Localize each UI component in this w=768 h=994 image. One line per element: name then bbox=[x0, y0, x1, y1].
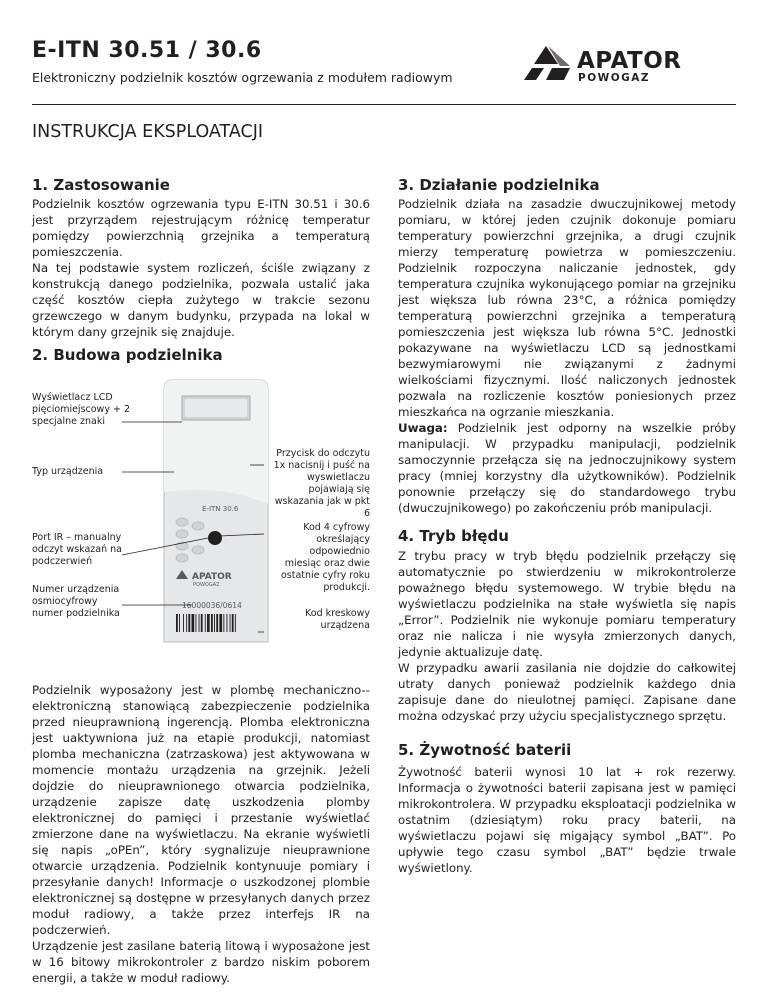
barcode-bar bbox=[201, 614, 203, 632]
label-device-type: Typ urządzenia bbox=[32, 466, 104, 477]
note-paragraph bbox=[398, 420, 736, 516]
barcode-bar bbox=[199, 614, 200, 632]
section-2-paragraph: Urządzenie jest zasilane baterią litową i wyposażone jest w 16 bitowy mikrokontroler z bardzo niskim poborem energii, a także w moduł radiowy. bbox=[32, 939, 370, 985]
section-5-body bbox=[398, 764, 736, 876]
note-text: Podzielnik jest odporny na wszelkie próby manipulacji. W przypadku manipulacji, podzielnik samoczynnie przełącza się na jednoczujnikowy system pracy (mniej korzystny dla użytkowników). Podzielnik ponownie przełączy się do standardowego trybu (dwuczujnikowego) po zakończeniu prób manipulacji. bbox=[398, 421, 736, 515]
device-brand-subtext: POWOGAZ bbox=[193, 582, 220, 588]
document-heading: INSTRUKCJA EKSPLOATACJI bbox=[32, 122, 264, 142]
barcode-bar bbox=[235, 614, 236, 632]
logo-text: APATOR bbox=[577, 48, 682, 74]
note-label: Uwaga: bbox=[398, 421, 448, 435]
section-4-paragraph: W przypadku awarii zasilania nie dojdzie do całkowitej utraty danych ponieważ podzielnik każdego dnia zapisuje dane do nieulotnej pamięci. Zapisane dane można odzyskać przy użyciu specjalistycznego sprzętu. bbox=[398, 661, 736, 723]
label-ir-port: Port IR – manualny odczyt wskazań na podczerwień bbox=[32, 532, 122, 567]
section-1-paragraph: Na tej podstawie system rozliczeń, ściśle związany z konstrukcją danego podzielnika, pozwala ustalić jaka część kosztów ciepła zużytego w trakcie sezonu grzewczego w danym budynku, przypada na lokal w którym dany grzejnik się znajduje. bbox=[32, 261, 370, 339]
barcode-bar bbox=[214, 614, 215, 632]
barcode-bar bbox=[176, 614, 178, 632]
label-read-button: Przycisk do odczytu 1x nacisnij i puść na wyswietlaczu pojawiają się wskazania jak w pkt 6 bbox=[273, 448, 370, 519]
section-3-body bbox=[398, 196, 736, 420]
barcode-bar bbox=[232, 614, 234, 632]
section-3-note bbox=[398, 420, 736, 516]
logo-subtext: POWOGAZ bbox=[578, 72, 650, 84]
section-3-heading: 3. Działanie podzielnika bbox=[398, 176, 600, 194]
barcode-bar bbox=[230, 614, 231, 632]
section-4-paragraph: Z trybu pracy w tryb błędu podzielnik przełączy się automatycznie po stwierdzeniu w mikrokontrolerze poważnego błędu systemowego. W trybie błędu na wyświetlaczu podzielnika na stałe wyświetla się napis „Error”. Podzielnik nie wykonuje pomiaru temperatury oraz nie nalicza i nie wysyła zmierzonych danych, jedynie aktualizuje datę. bbox=[398, 549, 736, 659]
section-1-body bbox=[32, 196, 370, 340]
barcode-bar bbox=[186, 614, 187, 632]
section-1-heading: 1. Zastosowanie bbox=[32, 176, 170, 194]
section-3-paragraph: Podzielnik działa na zasadzie dwuczujnikowej metody pomiaru, w której jeden czujnik dokonuje pomiaru temperatury powierzchni grzejnika, a drugi czujnik mierzy temperaturę powietrza w pomieszczeniu. Podzielnik rozpoczyna naliczanie jednostek, gdy temperatura czujnika wykonującego pomiar na grzejniku jest większa lub równa 23°C, a różnica pomiędzy temperaturą powierzchni grzejnika a temperaturą pomieszczenia jest większa lub równa 5°C. Jednostki pokazywane na wyświetlaczu LCD są jednostkami bezwymiarowymi nie związanymi z żadnymi wielkościami fizycznymi. Ilość naliczonych jednostek pozwala na rozliczenie kosztów poniesionych przez mieszkańca na ogrzanie mieszkania. bbox=[398, 197, 736, 419]
section-5-paragraph: Żywotność baterii wynosi 10 lat + rok rezerwy. Informacja o żywotności baterii zapisana jest w pamięci mikrokontrolera. W przypadku eksploatacji podzielnika w ostatnim (dziesiątym) roku pracy baterii, na wyświetlaczu pojawi się migający symbol „BAT”. Po upływie tego czasu symbol „BAT” będzie trwale wyświetlony. bbox=[398, 765, 736, 875]
label-production-code: Kod 4 cyfrowy określający odpowiednio miesiąc oraz dwie ostatnie cyfry roku produkcji. bbox=[280, 522, 370, 593]
device-brand-text: APATOR bbox=[192, 572, 232, 582]
header-divider bbox=[32, 104, 736, 105]
barcode-bar bbox=[192, 614, 195, 632]
barcode-bar bbox=[179, 614, 180, 632]
device-model-text: E-ITN 30.6 bbox=[202, 505, 239, 513]
section-4-heading: 4. Tryb błędu bbox=[398, 527, 509, 545]
device-figure bbox=[32, 374, 370, 656]
section-2-body bbox=[32, 682, 370, 986]
section-2-heading: 2. Budowa podzielnika bbox=[32, 346, 223, 364]
apator-logo-icon bbox=[524, 44, 572, 82]
barcode-bar bbox=[216, 614, 218, 632]
section-1-paragraph: Podzielnik kosztów ogrzewania typu E-ITN 30.51 i 30.6 jest przyrządem rejestrującym różnicę temperatur pomiędzy powierzchnią grzejnika a temperaturą pomieszczenia. bbox=[32, 197, 370, 259]
barcode-bar bbox=[227, 614, 228, 632]
device-serial-text: 16000036/0614 bbox=[182, 601, 242, 610]
barcode-bar bbox=[205, 614, 206, 632]
apator-logo bbox=[524, 44, 734, 84]
barcode-bar bbox=[211, 614, 213, 632]
section-4-body bbox=[398, 548, 736, 724]
section-5-heading: 5. Żywotność baterii bbox=[398, 741, 572, 759]
label-device-number: Numer urządzenia osmiocyfrowy numer podzielnika bbox=[32, 584, 120, 619]
barcode-bar bbox=[223, 614, 224, 632]
section-2-paragraph: Podzielnik wyposażony jest w plombę mechaniczno--elektroniczną stanowiącą zabezpieczenie podzielnika przed nieuprawnioną ingerencją. Plomba elektroniczna jest uaktywniona już na etapie produkcji, natomiast plomba mechaniczna (zatrzaskowa) jest aktywowana w momencie montażu urządzenia na grzejnik. Jeżeli dojdzie do nieuprawnionego otwarcia podzielnika, urządzenie zapisze datę uszkodzenia plomby elektronicznej do pamięci i przestanie wyświetlać zmierzone dane na wyświetlaczu. Na ekranie wyświetli się napis „oPEn”, który sygnalizuje nieuprawnione otwarcie urządzenia. Podzielnik kontynuuje pomiary i przesyłanie danych! Informacje o uszkodzonej plombie elektronicznej są dostępne w przesyłanych danych przez moduł radiowy, a także przez interfejs IR na podczerwień. bbox=[32, 683, 370, 937]
barcode-bar bbox=[207, 614, 210, 632]
label-barcode: Kod kreskowy urządzena bbox=[305, 608, 370, 631]
barcode-bar bbox=[219, 614, 222, 632]
document-title: E-ITN 30.51 / 30.6 bbox=[32, 38, 262, 63]
barcode-bar bbox=[196, 614, 197, 632]
label-lcd: Wyświetlacz LCD pięciomiejscowy + 2 specjalne znaki bbox=[32, 392, 130, 427]
barcode-bar bbox=[188, 614, 190, 632]
barcode-bar bbox=[183, 614, 184, 632]
document-subtitle: Elektroniczny podzielnik kosztów ogrzewania z modułem radiowym bbox=[32, 70, 453, 85]
